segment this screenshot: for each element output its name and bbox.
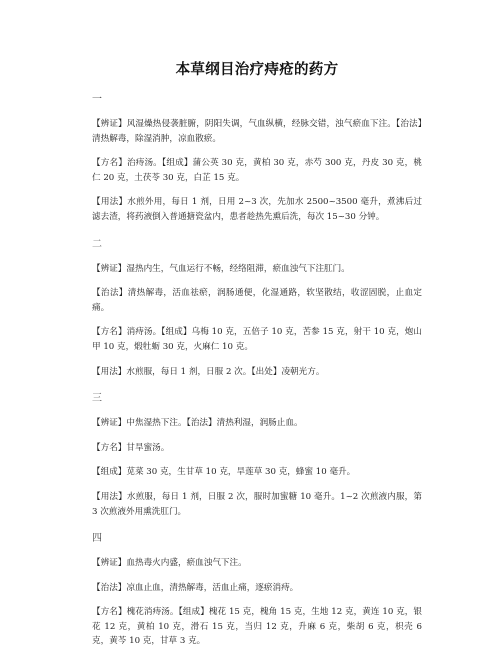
paragraph: 【方名】甘旱蜜汤。 <box>92 442 170 453</box>
section-number: 二 <box>92 238 102 250</box>
section-3 <box>92 392 422 519</box>
section-number: 四 <box>92 533 102 545</box>
paragraph: 【辨证】风湿燥热侵袭脏腑，阴阳失调，气血纵横，经脉交错，浊气瘀血下注。【治法】清热解毒，除湿消肿，凉血散瘀。 <box>92 119 422 144</box>
paragraph: 【治法】凉血止血，清热解毒，活血止痛，逐瘀消痔。 <box>92 582 299 593</box>
paragraph: 【辨证】湿热内生，气血运行不畅，经络阻滞，瘀血浊气下注肛门。 <box>92 263 350 274</box>
paragraph: 【方名】消痔汤。【组成】乌梅 10 克，五倍子 10 克，苦参 15 克，射干 10 克，炮山甲 10 克，煅牡蛎 30 克，火麻仁 10 克。 <box>92 327 422 352</box>
section-1 <box>92 93 422 225</box>
paragraph: 【辨证】血热毒火内盛，瘀血浊气下注。 <box>92 558 247 569</box>
paragraph: 【辨证】中焦湿热下注。【治法】清热利湿，润肠止血。 <box>92 418 303 429</box>
section-number: 三 <box>92 393 102 405</box>
section-number: 一 <box>92 94 102 105</box>
document-title: 本草纲目治疗痔疮的药方 <box>175 61 339 78</box>
paragraph: 【方名】治痔汤。【组成】蒲公英 30 克，黄柏 30 克，赤芍 300 克，丹皮 30 克，桃仁 20 克，土茯苓 30 克，白芷 15 克。 <box>92 158 422 183</box>
paragraph: 【组成】苋菜 30 克，生甘草 10 克，旱莲草 30 克，蜂蜜 10 毫升。 <box>92 467 356 478</box>
paragraph: 【用法】水煎服，每日 1 剂，日服 2 次。【出处】凌朝光方。 <box>92 366 325 377</box>
paragraph: 【用法】水煎服，每日 1 剂，日服 2 次，服时加蜜糖 10 毫升。1~2 次煎液内服，第 3 次煎液外用熏洗肛门。 <box>92 491 422 517</box>
paragraph: 【治法】清热解毒，活血祛瘀，润肠通便，化湿通路，软坚散结，收涩固脱，止血定痛。 <box>92 288 422 313</box>
section-2 <box>92 238 422 380</box>
paragraph: 【方名】槐花消痔汤。【组成】槐花 15 克，槐角 15 克，生地 12 克，黄连 10 克，银花 12 克，黄柏 10 克，滑石 15 克，当归 12 克，升麻 6 克，柴胡 6 克，枳壳 6 克，黄芩 10 克，甘草 3 克。 <box>92 607 422 647</box>
paragraph: 【用法】水煎外用，每日 1 剂，日用 2~3 次，先加水 2500~3500 毫升，煮沸后过滤去渣，将药液倒入普通搪瓷盆内，患者趁热先熏后洗，每次 15~30 分钟。 <box>92 197 422 222</box>
section-4 <box>92 532 422 649</box>
